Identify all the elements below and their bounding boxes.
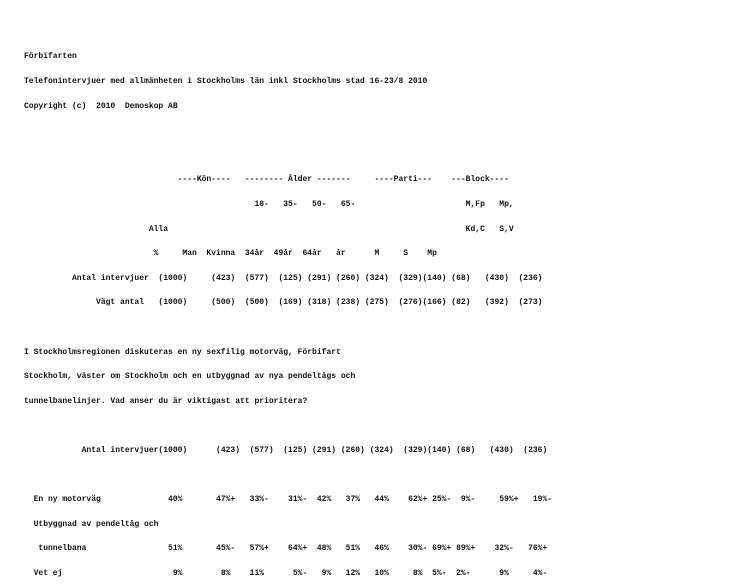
column-labels-row-3: % Man Kvinna 34år 49år 64år år M S Mp	[24, 249, 437, 259]
result-row-transit: tunnelbana 51% 45%- 57%+ 64%+ 48% 51% 46% 30%- 69%+ 89%+ 32%- 76%+	[24, 544, 548, 554]
report-subtitle: Telefonintervjuer med allmänheten i Stockholms län inkl Stockholms stad 16-23/8 2010	[24, 77, 428, 86]
question-text-line-1: I Stockholmsregionen diskuteras en ny sexfilig motorväg, Förbifart	[24, 347, 341, 357]
result-row-transit-label: Utbyggnad av pendeltåg och	[24, 519, 159, 529]
report-title: Förbifarten	[24, 52, 77, 62]
interview-count-row: Antal intervjuer (1000) (423) (577) (125) (291) (260) (324) (329)(140) (68) (430) (236)	[24, 273, 543, 283]
results-interview-count-row: Antal intervjuer(1000) (423) (577) (125) (291) (260) (324) (329)(140) (68) (430) (236)	[24, 445, 548, 455]
weighted-count-row: Vägt antal (1000) (500) (500) (169) (318) (238) (275) (276)(166) (82) (392) (273)	[24, 298, 543, 308]
result-row-motorway: En ny motorväg 40% 47%+ 33%- 31%- 42% 37% 44% 62%+ 25%- 9%- 59%+ 19%-	[24, 495, 553, 505]
column-labels-row-2: Alla Kd,C S,V	[24, 224, 514, 234]
crosstab-document	[24, 37, 552, 586]
copyright-line: Copyright (c) 2010 Demoskop AB	[24, 101, 178, 111]
result-row-dont-know: Vet ej 9% 8% 11% 5%- 9% 12% 10% 8% 5%- 2%- 9% 4%-	[24, 568, 548, 578]
question-text-line-3: tunnelbanelinjer. Vad anser du är viktigast att prioritera?	[24, 396, 308, 406]
column-group-headers: ----Kön---- -------- Ålder ------- ----Parti--- ---Block----	[24, 175, 509, 185]
column-labels-row-1: 18- 35- 50- 65- M,Fp Mp,	[24, 199, 514, 209]
question-text-line-2: Stockholm, väster om Stockholm och en utbyggnad av nya pendeltågs och	[24, 372, 356, 382]
